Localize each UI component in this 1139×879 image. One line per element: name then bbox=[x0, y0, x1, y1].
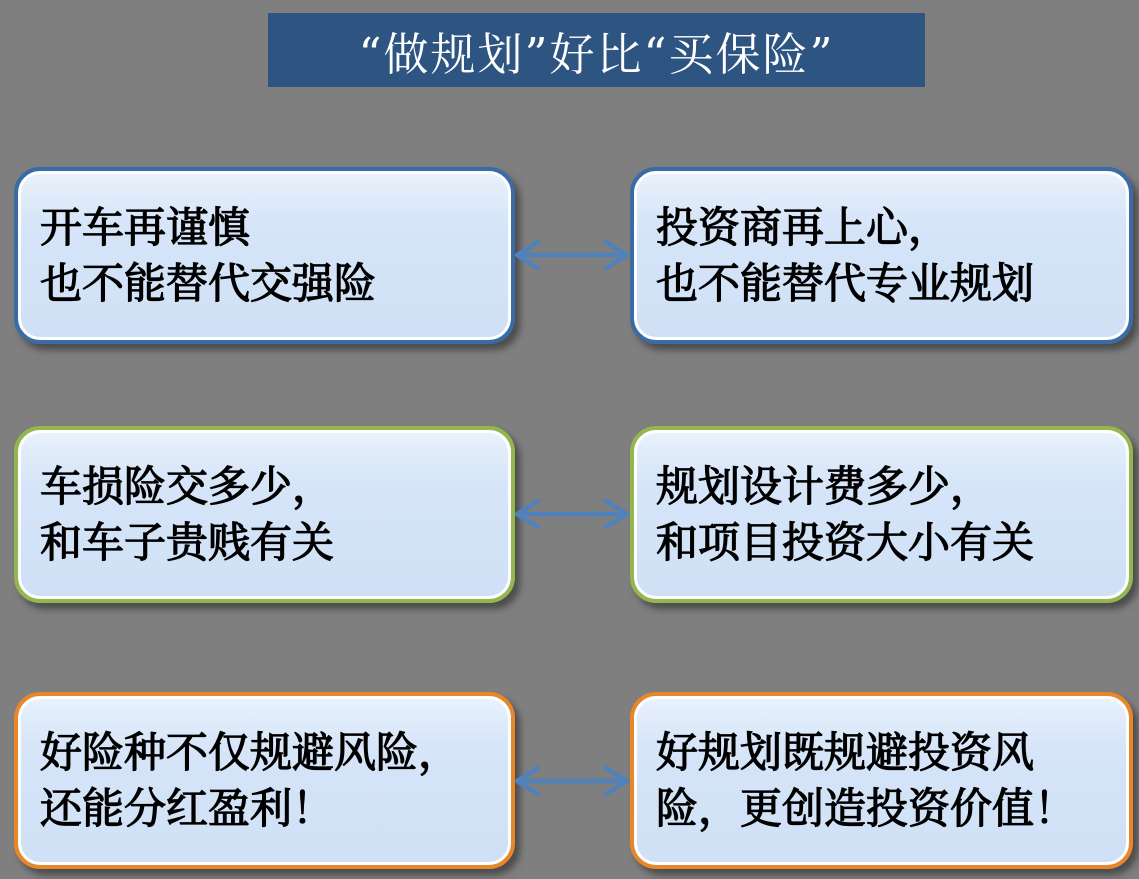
left-right-double-arrow-icon bbox=[510, 759, 634, 803]
box-row3-left bbox=[14, 692, 515, 869]
left-right-double-arrow-icon bbox=[510, 233, 634, 277]
box-row2-left-line2: 和车子贵贱有关 bbox=[40, 517, 335, 567]
box-row1-right-line1: 投资商再上心， bbox=[656, 202, 951, 252]
box-row3-left-line2: 还能分红盈利！ bbox=[40, 783, 335, 833]
box-row2-right-line2: 和项目投资大小有关 bbox=[656, 517, 1035, 567]
box-row1-left-line1: 开车再谨慎 bbox=[40, 202, 251, 252]
box-row3-right-line1: 好规划既规避投资风 bbox=[656, 727, 1035, 777]
title-bar bbox=[268, 13, 925, 87]
box-row3-right bbox=[630, 692, 1133, 869]
box-row2-left bbox=[14, 426, 515, 603]
box-row1-right bbox=[630, 167, 1133, 344]
box-row1-right-line2: 也不能替代专业规划 bbox=[656, 258, 1035, 308]
page-title: “做规划”好比“买保险” bbox=[358, 27, 835, 81]
box-row2-right-line1: 规划设计费多少， bbox=[656, 461, 993, 511]
box-row3-left-line1: 好险种不仅规避风险， bbox=[40, 727, 461, 777]
box-row1-left bbox=[14, 167, 515, 344]
box-row1-left-line2: 也不能替代交强险 bbox=[40, 258, 377, 308]
box-row2-right bbox=[630, 426, 1133, 603]
box-row2-left-line1: 车损险交多少， bbox=[40, 461, 335, 511]
box-row3-right-line2: 险，更创造投资价值！ bbox=[656, 783, 1077, 833]
left-right-double-arrow-icon bbox=[510, 492, 634, 536]
